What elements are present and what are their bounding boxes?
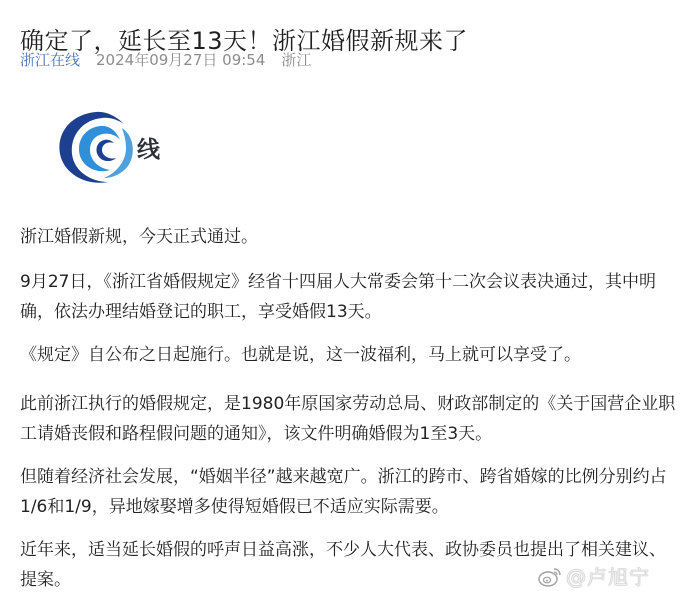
- paragraph-line: 浙江婚假新规，今天正式通过。: [20, 227, 258, 247]
- watermark-text: @卢旭宁: [566, 565, 650, 589]
- paragraph-line: 1/6和1/9，异地嫁娶增多使得短婚假已不适应实际需要。: [20, 497, 449, 517]
- paragraph-line: 9月27日，《浙江省婚假规定》经省十四届人大常委会第十二次会议表决通过，其中明: [20, 272, 656, 292]
- paragraph-line: 但随着经济社会发展，“婚姻半径”越来越宽广。浙江的跨市、跨省婚嫁的比例分别约占: [20, 467, 667, 487]
- paragraph-effective: [20, 340, 666, 370]
- paragraph-line: 提案。: [20, 570, 71, 590]
- paragraph-line: 《规定》自公布之日起施行。也就是说，这一波福利，马上就可以享受了。: [20, 345, 581, 365]
- paragraph-previous-rule: [20, 389, 676, 449]
- paragraph-line: 确，依法办理结婚登记的职工，享受婚假13天。: [20, 302, 382, 322]
- article-meta: [20, 49, 311, 71]
- source-link[interactable]: 浙江在线: [20, 51, 81, 69]
- paragraph-marriage-radius: [20, 462, 666, 522]
- region-tag: 浙江: [281, 51, 312, 69]
- publish-time: 09:54: [222, 51, 266, 69]
- paragraph-proposals: [20, 535, 666, 595]
- paragraph-line: 工请婚丧假和路程假问题的通知》，该文件明确婚假为1至3天。: [20, 424, 493, 444]
- paragraph-intro: [20, 222, 666, 252]
- logo-inner-swirl: [97, 140, 116, 161]
- publish-date: 2024年09月27日: [96, 51, 218, 69]
- paragraph-line: 近年来，适当延长婚假的呼声日益高涨，不少人大代表、政协委员也提出了相关建议、: [20, 540, 666, 560]
- paragraph-passed: [20, 267, 666, 327]
- article-title: 确定了，延长至13天！浙江婚假新规来了: [20, 27, 469, 56]
- logo-text: 线: [137, 137, 160, 163]
- paragraph-line: 此前浙江执行的婚假规定，是1980年原国家劳动总局、财政部制定的《关于国营企业职: [20, 394, 676, 414]
- logo-accent-arc: [104, 128, 133, 178]
